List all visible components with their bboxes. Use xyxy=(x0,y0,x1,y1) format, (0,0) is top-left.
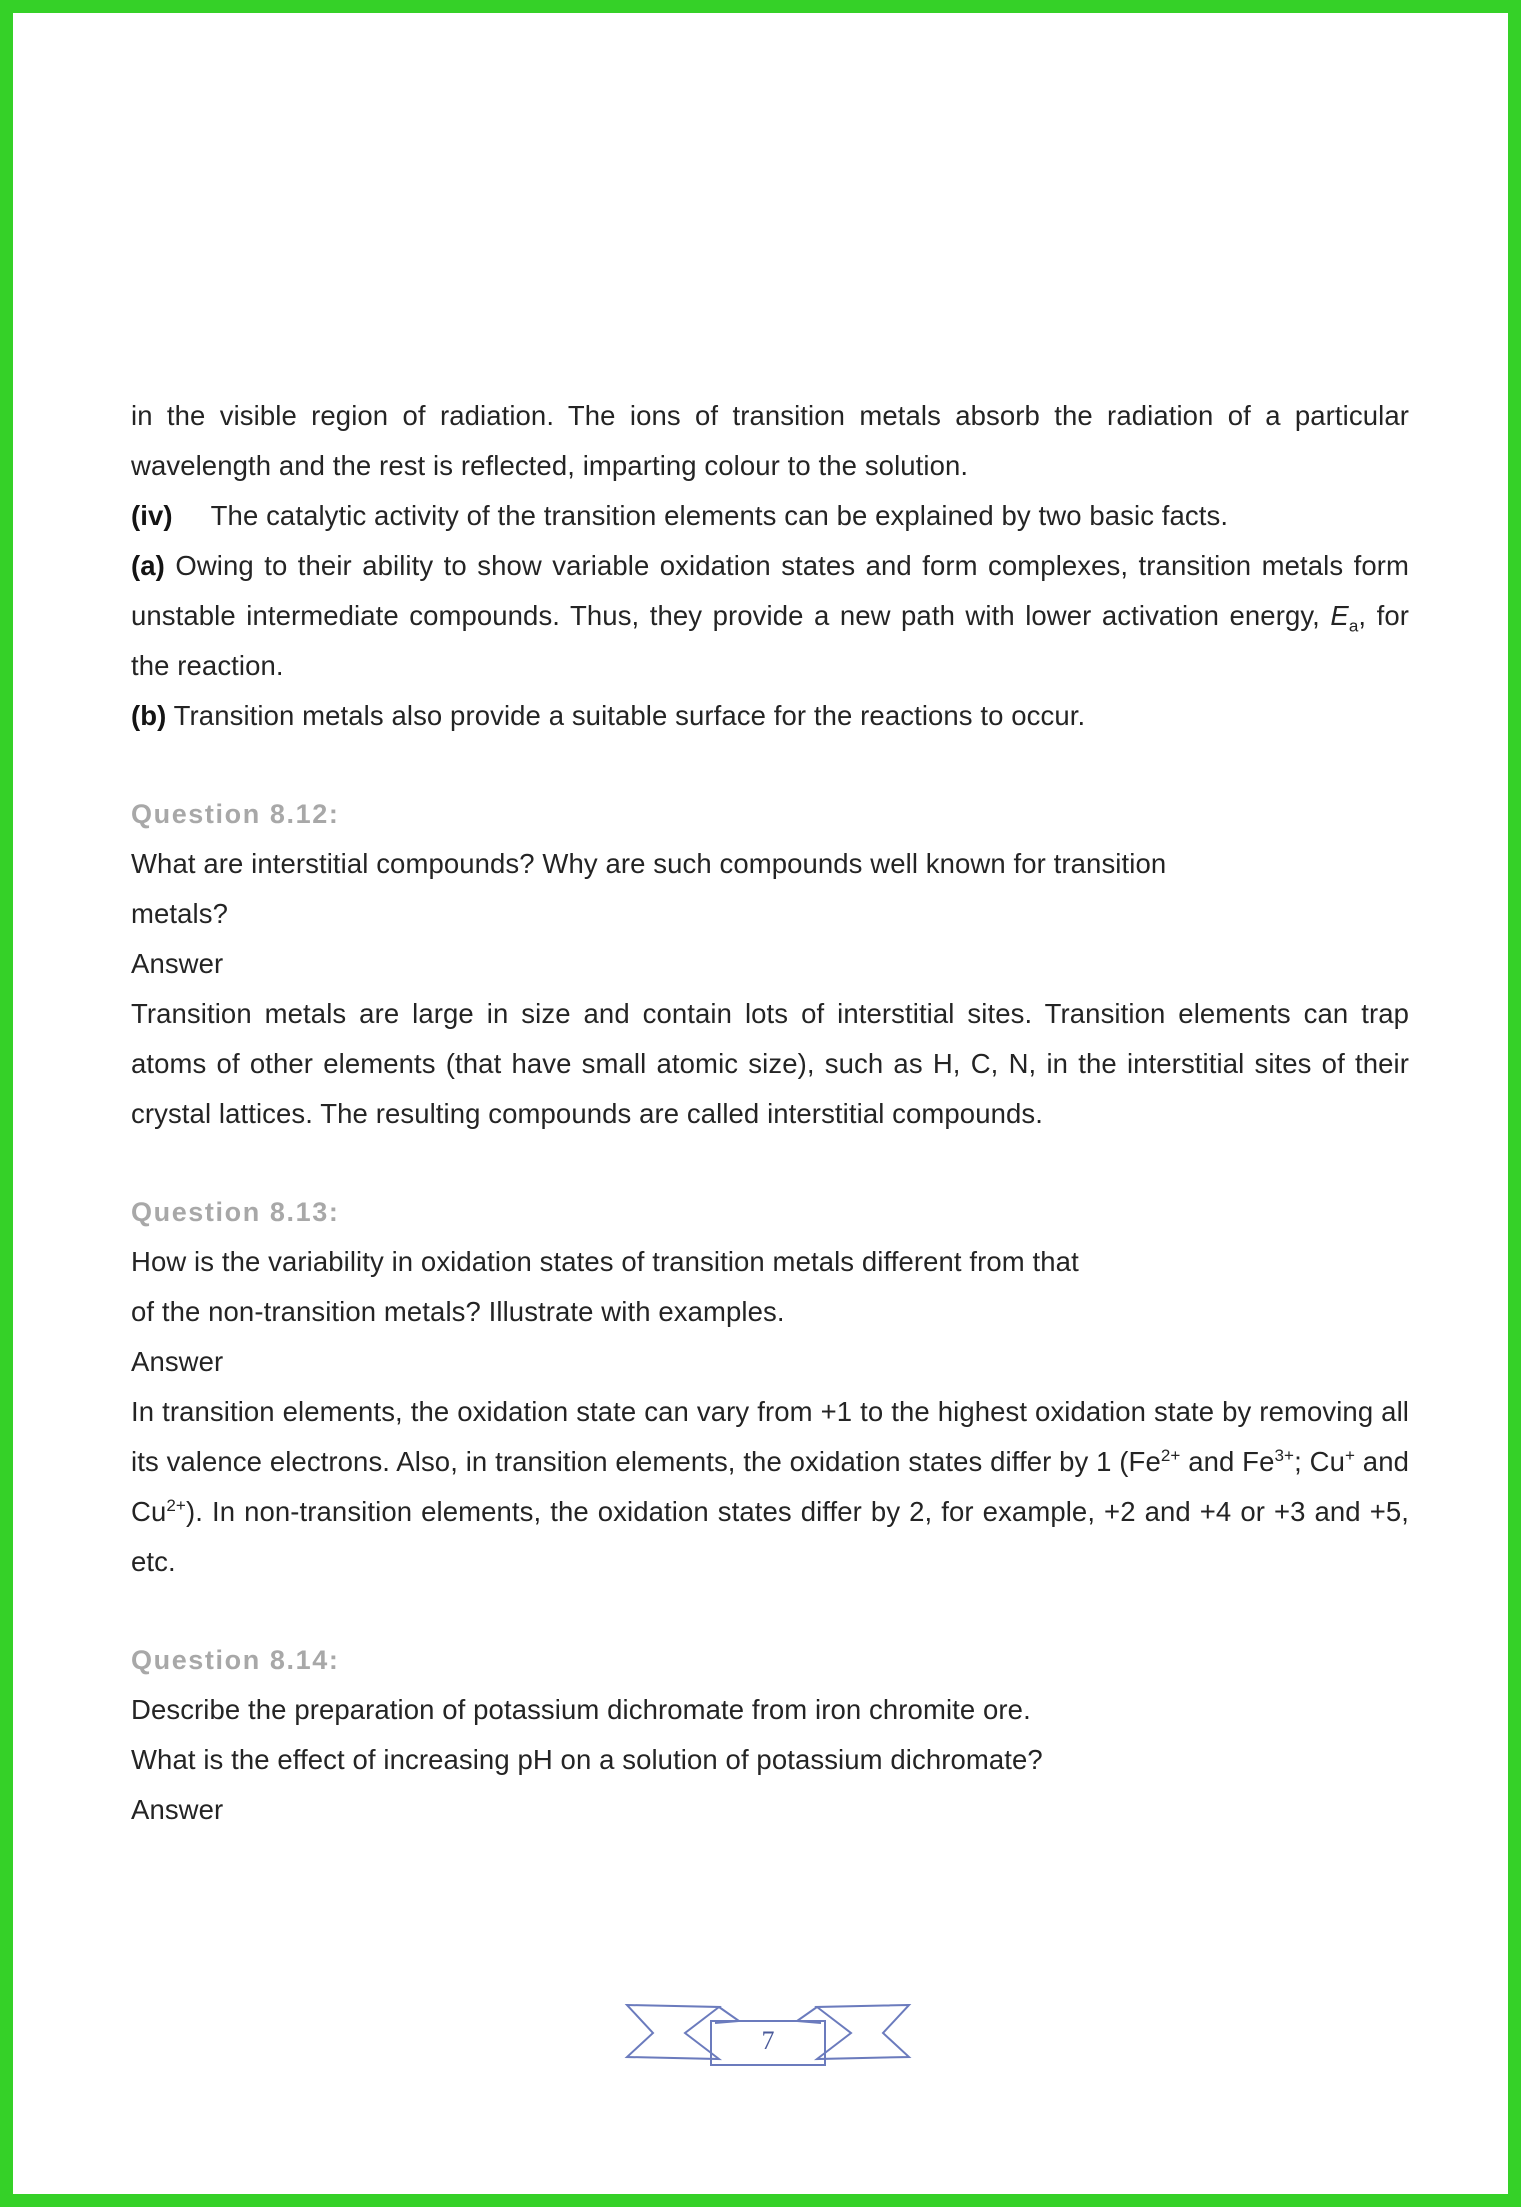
fe3-superscript: 3+ xyxy=(1274,1445,1295,1465)
question-heading-8-14: Question 8.14: xyxy=(131,1645,340,1675)
section-gap-2 xyxy=(131,1139,1409,1187)
section-gap xyxy=(131,741,1409,789)
question-8-12-prompt-line-1: What are interstitial compounds? Why are such compounds well known for transition xyxy=(131,848,1167,879)
question-heading-8-12: Question 8.12: xyxy=(131,799,340,829)
section-gap-3 xyxy=(131,1587,1409,1635)
point-a-text-after: , for the reaction. xyxy=(131,600,1410,681)
point-iv-label: (iv) xyxy=(131,500,173,531)
point-a xyxy=(131,541,1409,691)
page-number-ribbon xyxy=(623,1993,913,2073)
point-b xyxy=(131,691,1409,741)
point-a-text-before: Owing to their ability to show variable oxidation states and form complexes, transition metals form unstable intermediate compounds. Thus, they provide a new path with lower activation energy, xyxy=(131,550,1409,631)
question-8-14-prompt-line-2: What is the effect of increasing pH on a solution of potassium dichromate? xyxy=(131,1744,1043,1775)
point-b-label: (b) xyxy=(131,700,167,731)
answer-8-13-part-3: ; Cu xyxy=(1294,1446,1345,1477)
question-8-13-prompt-line-2: of the non-transition metals? Illustrate with examples. xyxy=(131,1296,785,1327)
answer-8-13-part-1: In transition elements, the oxidation state can vary from +1 to the highest oxidation state by removing all its valence electrons. Also, in transition elements, the oxidation states differ by 1 (Fe xyxy=(131,1396,1409,1477)
question-8-14-prompt-line-1: Describe the preparation of potassium dichromate from iron chromite ore. xyxy=(131,1694,1031,1725)
answer-label-8-12: Answer xyxy=(131,948,224,979)
answer-label-8-13: Answer xyxy=(131,1346,224,1377)
point-b-text: Transition metals also provide a suitable surface for the reactions to occur. xyxy=(173,700,1086,731)
answer-8-13-part-5: ). In non-transition elements, the oxidation states differ by 2, for example, +2 and +4 or +3 and +5, etc. xyxy=(131,1496,1409,1577)
answer-8-13-part-4: and Cu xyxy=(131,1446,1409,1527)
question-8-13-prompt-line-1: How is the variability in oxidation states of transition metals different from that xyxy=(131,1246,1079,1277)
question-heading-8-13: Question 8.13: xyxy=(131,1197,340,1227)
cu2-superscript: 2+ xyxy=(166,1495,186,1515)
document-content xyxy=(131,391,1409,1835)
activation-energy-subscript: a xyxy=(1348,616,1359,636)
continued-paragraph: in the visible region of radiation. The ions of transition metals absorb the radiation of a particular wavelength and the rest is reflected, imparting colour to the solution. xyxy=(131,400,1409,481)
page-number-label: 7 xyxy=(761,2026,775,2055)
point-iv xyxy=(131,491,1409,541)
answer-text-8-13 xyxy=(131,1387,1409,1587)
point-iv-text: The catalytic activity of the transition elements can be explained by two basic facts. xyxy=(210,500,1229,531)
page-border-left xyxy=(0,0,13,2207)
fe2-superscript: 2+ xyxy=(1160,1445,1181,1465)
activation-energy-symbol: E xyxy=(1330,600,1349,631)
page-border-top xyxy=(0,0,1521,13)
answer-8-13-part-2: and Fe xyxy=(1180,1446,1275,1477)
page-border-right xyxy=(1508,0,1521,2207)
answer-text-8-12: Transition metals are large in size and contain lots of interstitial sites. Transition elements can trap atoms of other elements (that have small atomic size), such as H, C, N, in the interstitial sites of their crystal lattices. The resulting compounds are called interstitial compounds. xyxy=(131,998,1409,1129)
page-border-bottom xyxy=(0,2194,1521,2207)
cu1-superscript: + xyxy=(1344,1445,1356,1465)
question-8-12-prompt-line-2: metals? xyxy=(131,898,228,929)
answer-label-8-14: Answer xyxy=(131,1794,224,1825)
page-sheet xyxy=(13,13,1508,2194)
point-a-label: (a) xyxy=(131,550,165,581)
